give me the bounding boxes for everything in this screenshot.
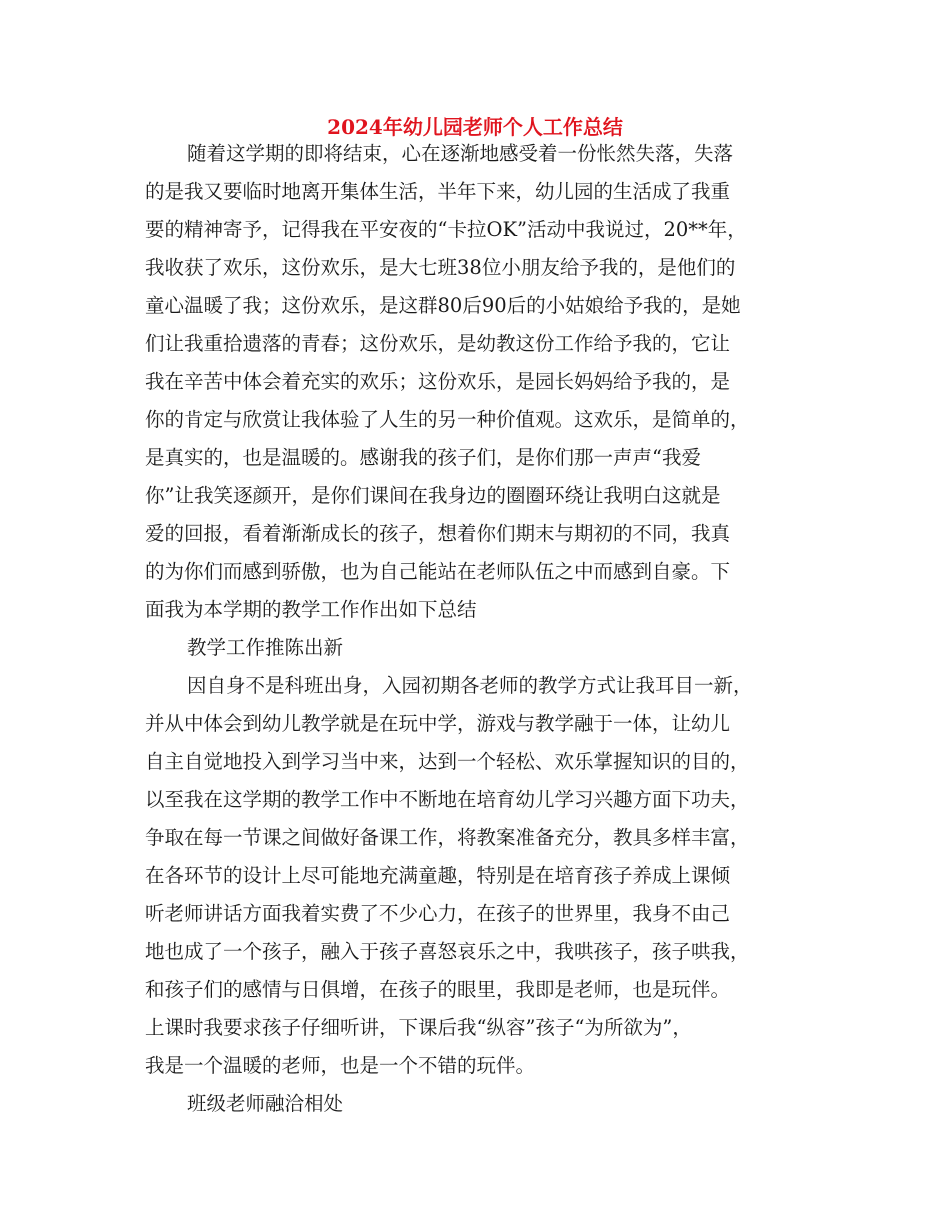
- paragraph-line: 的是我又要临时地离开集体生活，半年下来，幼儿园的生活成了我重: [145, 180, 731, 203]
- paragraph-line: 因自身不是科班出身，入园初期各老师的教学方式让我耳目一新，: [187, 674, 753, 697]
- section-heading: 班级老师融洽相处: [187, 1092, 344, 1115]
- paragraph-line: 争取在每一节课之间做好备课工作，将教案准备充分，教具多样丰富，: [145, 826, 750, 849]
- paragraph-line: 和孩子们的感情与日俱增，在孩子的眼里，我即是老师，也是玩伴。: [145, 978, 731, 1001]
- paragraph-line: 我在辛苦中体会着充实的欢乐；这份欢乐，是园长妈妈给予我的，是: [145, 370, 731, 393]
- paragraph-line: 并从中体会到幼儿教学就是在玩中学，游戏与教学融于一体，让幼儿: [145, 712, 731, 735]
- paragraph-line: 上课时我要求孩子仔细听讲，下课后我“纵容”孩子“为所欲为”，: [145, 1016, 692, 1039]
- paragraph-line: 我收获了欢乐，这份欢乐，是大七班38位小朋友给予我的，是他们的: [145, 256, 736, 279]
- paragraph-line: 的为你们而感到骄傲，也为自己能站在老师队伍之中而感到自豪。下: [145, 560, 731, 583]
- paragraph-line: 在各环节的设计上尽可能地充满童趣，特别是在培育孩子养成上课倾: [145, 864, 731, 887]
- paragraph-line: 以至我在这学期的教学工作中不断地在培育幼儿学习兴趣方面下功夫，: [145, 788, 750, 811]
- paragraph-line: 要的精神寄予，记得我在平安夜的“卡拉OK”活动中我说过，20**年，: [145, 218, 747, 241]
- paragraph-line: 自主自觉地投入到学习当中来，达到一个轻松、欢乐掌握知识的目的，: [145, 750, 750, 773]
- paragraph-line: 你的肯定与欣赏让我体验了人生的另一种价值观。这欢乐，是简单的，: [145, 408, 750, 431]
- paragraph-line: 是真实的，也是温暖的。感谢我的孩子们，是你们那一声声“我爱: [145, 446, 701, 469]
- paragraph-line: 地也成了一个孩子，融入于孩子喜怒哀乐之中，我哄孩子，孩子哄我，: [145, 940, 750, 963]
- paragraph-line: 你”让我笑逐颜开，是你们课间在我身边的圈圈环绕让我明白这就是: [145, 484, 721, 507]
- paragraph-line: 爱的回报，看着渐渐成长的孩子，想着你们期末与期初的不同，我真: [145, 522, 731, 545]
- section-heading: 教学工作推陈出新: [187, 636, 344, 659]
- paragraph-line: 我是一个温暖的老师，也是一个不错的玩伴。: [145, 1054, 536, 1077]
- paragraph-line: 们让我重拾遗落的青春；这份欢乐，是幼教这份工作给予我的，它让: [145, 332, 731, 355]
- paragraph-line: 听老师讲话方面我着实费了不少心力，在孩子的世界里，我身不由己: [145, 902, 731, 925]
- paragraph-line: 童心温暖了我；这份欢乐，是这群80后90后的小姑娘给予我的，是她: [145, 294, 741, 317]
- paragraph-line: 面我为本学期的教学工作作出如下总结: [145, 598, 477, 621]
- paragraph-line: 随着这学期的即将结束，心在逐渐地感受着一份怅然失落，失落: [187, 142, 734, 165]
- document-title: 2024年幼儿园老师个人工作总结: [327, 115, 623, 139]
